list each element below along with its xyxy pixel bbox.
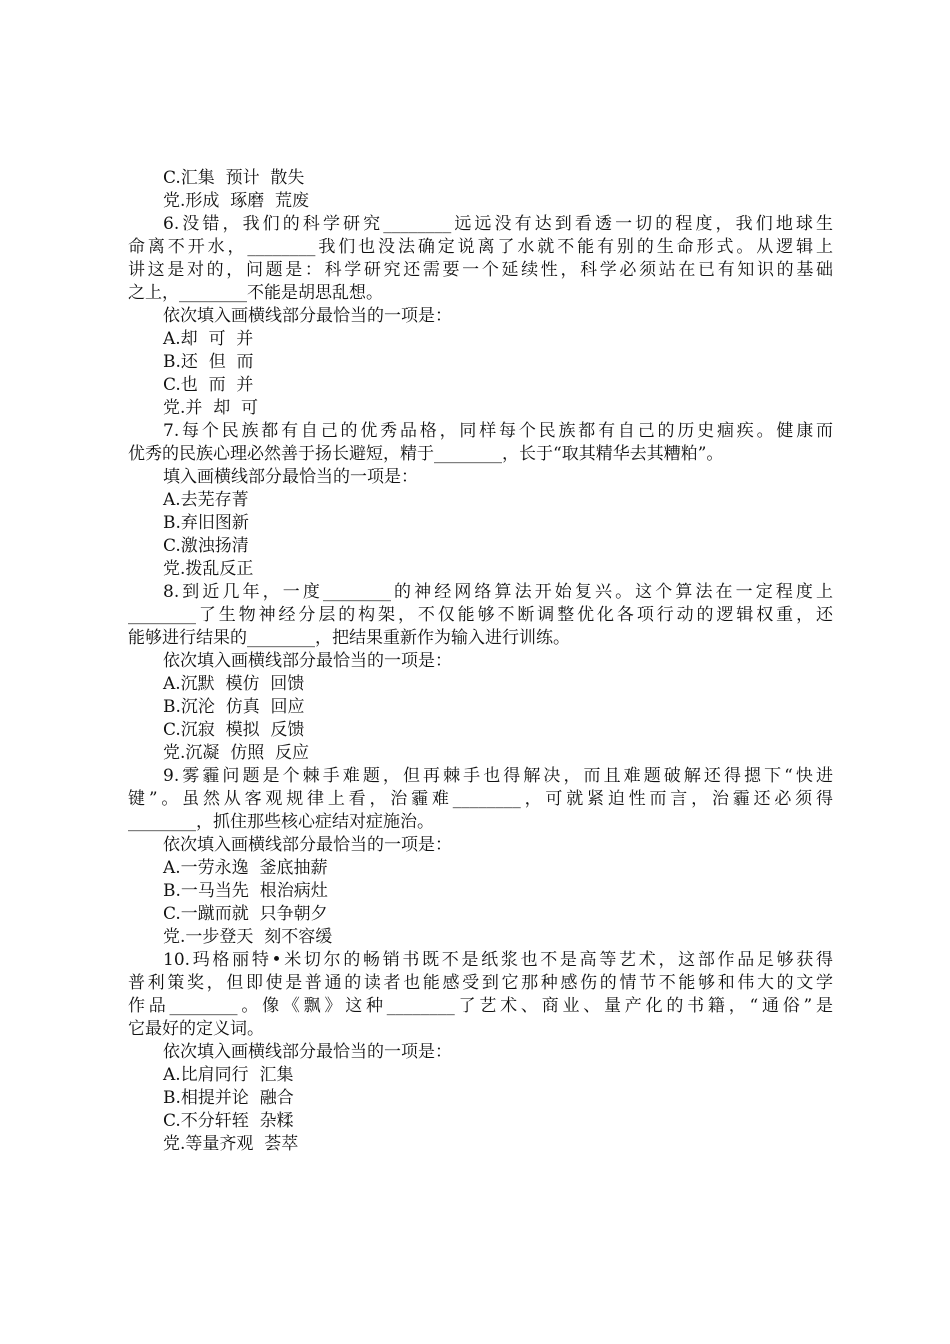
text-line: B.沉沦 仿真 回应 — [163, 697, 305, 717]
text-line: A.却 可 并 — [163, 329, 254, 349]
text-line: 党.形成 琢磨 荒废 — [163, 191, 310, 211]
text-line: 8.到近几年，一度________的神经网络算法开始复兴。这个算法在一定程度上 — [163, 582, 833, 602]
text-line: C.激浊扬清 — [163, 536, 249, 556]
text-line: B.一马当先 根治病灶 — [163, 881, 328, 901]
text-line: ________，抓住那些核心症结对症施治。 — [128, 812, 434, 832]
text-line: 依次填入画横线部分最恰当的一项是： — [163, 1042, 452, 1062]
text-line: B.相提并论 融合 — [163, 1088, 294, 1108]
text-line: 讲这是对的，问题是：科学研究还需要一个延续性，科学必须站在已有知识的基础 — [128, 260, 833, 280]
text-line: C.汇集 预计 散失 — [163, 168, 305, 188]
text-line: 填入画横线部分最恰当的一项是： — [163, 467, 418, 487]
text-line: 能够进行结果的________，把结果重新作为输入进行训练。 — [128, 628, 570, 648]
text-line: C.沉寂 模拟 反馈 — [163, 720, 305, 740]
text-line: 依次填入画横线部分最恰当的一项是： — [163, 835, 452, 855]
text-line: 它最好的定义词。 — [128, 1019, 264, 1039]
text-line: 作品________。像《飘》这种________了艺术、商业、量产化的书籍，“通俗”是 — [128, 996, 833, 1016]
text-line: 命离不开水，________我们也没法确定说离了水就不能有别的生命形式。从逻辑上 — [128, 237, 833, 257]
text-line: 10.玛格丽特•米切尔的畅销书既不是纸浆也不是高等艺术，这部作品足够获得 — [163, 950, 833, 970]
text-line: 7.每个民族都有自己的优秀品格，同样每个民族都有自己的历史痼疾。健康而 — [163, 421, 833, 441]
text-line: B.还 但 而 — [163, 352, 254, 372]
text-line: C.也 而 并 — [163, 375, 254, 395]
text-line: 6.没错，我们的科学研究________远远没有达到看透一切的程度，我们地球生 — [163, 214, 833, 234]
text-line: 优秀的民族心理必然善于扬长避短，精于________，长于“取其精华去其糟粕”。 — [128, 444, 724, 464]
text-line: 党.拨乱反正 — [163, 559, 254, 579]
text-line: 党.并 却 可 — [163, 398, 259, 418]
text-line: 普利策奖，但即使是普通的读者也能感受到它那种感伤的情节不能够和伟大的文学 — [128, 973, 833, 993]
text-line: A.比肩同行 汇集 — [163, 1065, 294, 1085]
text-line: 键”。虽然从客观规律上看，治霾难________，可就紧迫性而言，治霾还必须得 — [128, 789, 833, 809]
text-line: 9.雾霾问题是个棘手难题，但再棘手也得解决，而且难题破解还得摁下“快进 — [163, 766, 833, 786]
text-line: 党.一步登天 刻不容缓 — [163, 927, 333, 947]
text-line: 党.沉凝 仿照 反应 — [163, 743, 310, 763]
text-line: A.沉默 模仿 回馈 — [163, 674, 305, 694]
text-line: B.弃旧图新 — [163, 513, 249, 533]
text-line: ________了生物神经分层的构架，不仅能够不断调整优化各项行动的逻辑权重，还 — [128, 605, 833, 625]
text-line: 之上，________不能是胡思乱想。 — [128, 283, 383, 303]
text-line: C.不分轩轾 杂糅 — [163, 1111, 294, 1131]
text-line: A.一劳永逸 釜底抽薪 — [163, 858, 328, 878]
text-line: 党.等量齐观 荟萃 — [163, 1134, 299, 1154]
text-line: 依次填入画横线部分最恰当的一项是： — [163, 651, 452, 671]
text-line: C.一蹴而就 只争朝夕 — [163, 904, 328, 924]
question-text-body — [128, 167, 833, 1156]
text-line: A.去芜存菁 — [163, 490, 249, 510]
text-line: 依次填入画横线部分最恰当的一项是： — [163, 306, 452, 326]
